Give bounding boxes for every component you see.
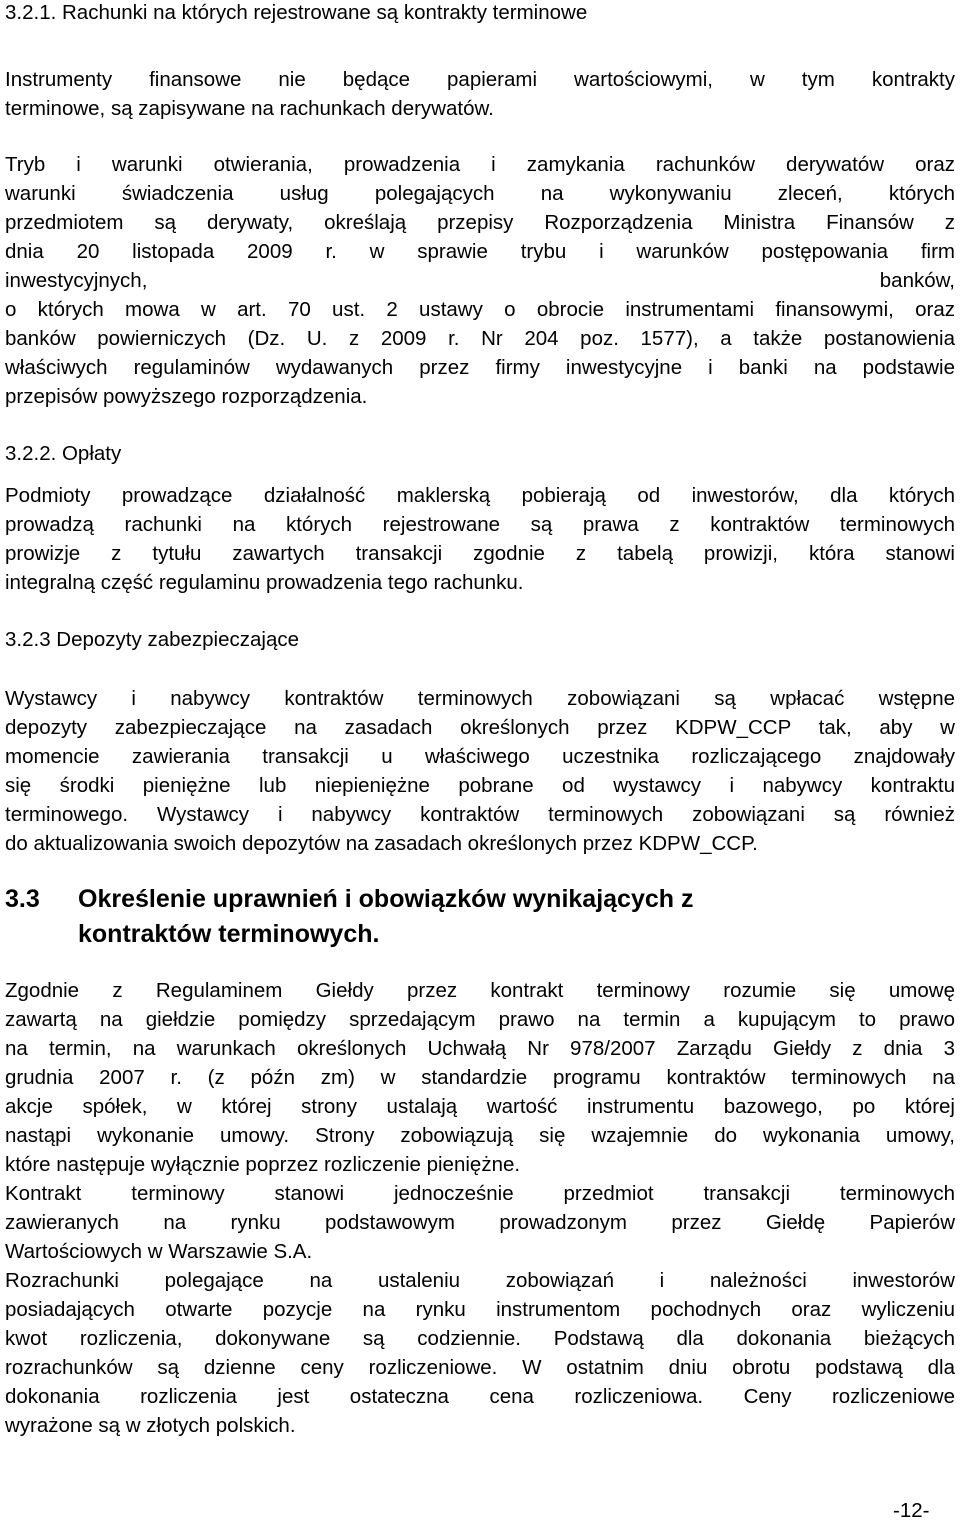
paragraph-line: akcje spółek, w której strony ustalają wartość instrumentu bazowego, po której [5, 1095, 955, 1118]
paragraph-line: banków powierniczych (Dz. U. z 2009 r. Nr 204 poz. 1577), a także postanowienia [5, 327, 955, 350]
paragraph-line: Rozrachunki polegające na ustaleniu zobowiązań i należności inwestorów [5, 1269, 955, 1292]
paragraph-line: inwestycyjnych, banków, [5, 269, 955, 292]
paragraph-line: Podmioty prowadzące działalność maklerską pobierają od inwestorów, dla których [5, 484, 955, 507]
paragraph-line: integralną część regulaminu prowadzenia tego rachunku. [5, 571, 524, 594]
paragraph-line: Zgodnie z Regulaminem Giełdy przez kontrakt terminowy rozumie się umowę [5, 979, 955, 1002]
paragraph-line: Wartościowych w Warszawie S.A. [5, 1240, 313, 1263]
section-heading-3-2-3: 3.2.3 Depozyty zabezpieczające [5, 628, 300, 651]
paragraph-line: wyrażone są w złotych polskich. [5, 1414, 296, 1437]
paragraph-line: Instrumenty finansowe nie będące papierami wartościowymi, w tym kontrakty [5, 68, 955, 91]
paragraph-line: przepisów powyższego rozporządzenia. [5, 385, 368, 408]
paragraph-line: Wystawcy i nabywcy kontraktów terminowych zobowiązani są wpłacać wstępne [5, 687, 955, 710]
paragraph-line: Kontrakt terminowy stanowi jednocześnie przedmiot transakcji terminowych [5, 1182, 955, 1205]
section-title-line: Określenie uprawnień i obowiązków wynikających z [78, 885, 694, 913]
paragraph-line: warunki świadczenia usług polegających na wykonywaniu zleceń, których [5, 182, 955, 205]
paragraph-line: Tryb i warunki otwierania, prowadzenia i zamykania rachunków derywatów oraz [5, 153, 955, 176]
paragraph-line: terminowe, są zapisywane na rachunkach derywatów. [5, 97, 494, 120]
section-heading-3-2-2: 3.2.2. Opłaty [5, 442, 122, 465]
paragraph-line: zawartą na giełdzie pomiędzy sprzedającym prawo na termin a kupującym to prawo [5, 1008, 955, 1031]
paragraph-line: depozyty zabezpieczające na zasadach określonych przez KDPW_CCP tak, aby w [5, 716, 955, 739]
paragraph-line: przedmiotem są derywaty, określają przepisy Rozporządzenia Ministra Finansów z [5, 211, 955, 234]
paragraph-line: prowizje z tytułu zawartych transakcji zgodnie z tabelą prowizji, która stanowi [5, 542, 955, 565]
paragraph-line: na termin, na warunkach określonych Uchwałą Nr 978/2007 Zarządu Giełdy z dnia 3 [5, 1037, 955, 1060]
paragraph-line: właściwych regulaminów wydawanych przez firmy inwestycyjne i banki na podstawie [5, 356, 955, 379]
page-number: -12- [893, 1499, 930, 1522]
paragraph-line: dokonania rozliczenia jest ostateczna cena rozliczeniowa. Ceny rozliczeniowe [5, 1385, 955, 1408]
paragraph-line: posiadających otwarte pozycje na rynku instrumentom pochodnych oraz wyliczeniu [5, 1298, 955, 1321]
paragraph-line: o których mowa w art. 70 ust. 2 ustawy o obrocie instrumentami finansowymi, oraz [5, 298, 955, 321]
paragraph-line: terminowego. Wystawcy i nabywcy kontraktów terminowych zobowiązani są również [5, 803, 955, 826]
paragraph-line: dnia 20 listopada 2009 r. w sprawie trybu i warunków postępowania firm [5, 240, 955, 263]
paragraph-line: zawieranych na rynku podstawowym prowadzonym przez Giełdę Papierów [5, 1211, 955, 1234]
section-heading-3-2-1: 3.2.1. Rachunki na których rejestrowane są kontrakty terminowe [5, 1, 588, 24]
paragraph-line: momencie zawierania transakcji u właściwego uczestnika rozliczającego znajdowały [5, 745, 955, 768]
section-number: 3.3 [5, 885, 40, 913]
paragraph-line: do aktualizowania swoich depozytów na zasadach określonych przez KDPW_CCP. [5, 832, 758, 855]
paragraph-line: się środki pieniężne lub niepieniężne pobrane od wystawcy i nabywcy kontraktu [5, 774, 955, 797]
paragraph-line: nastąpi wykonanie umowy. Strony zobowiązują się wzajemnie do wykonania umowy, [5, 1124, 955, 1147]
section-title-line: kontraktów terminowych. [78, 920, 380, 948]
paragraph-line: rozrachunków są dzienne ceny rozliczeniowe. W ostatnim dniu obrotu podstawą dla [5, 1356, 955, 1379]
paragraph-line: grudnia 2007 r. (z późn zm) w standardzie programu kontraktów terminowych na [5, 1066, 955, 1089]
paragraph-line: kwot rozliczenia, dokonywane są codziennie. Podstawą dla dokonania bieżących [5, 1327, 955, 1350]
paragraph-line: które następuje wyłącznie poprzez rozliczenie pieniężne. [5, 1153, 521, 1176]
paragraph-line: prowadzą rachunki na których rejestrowane są prawa z kontraktów terminowych [5, 513, 955, 536]
